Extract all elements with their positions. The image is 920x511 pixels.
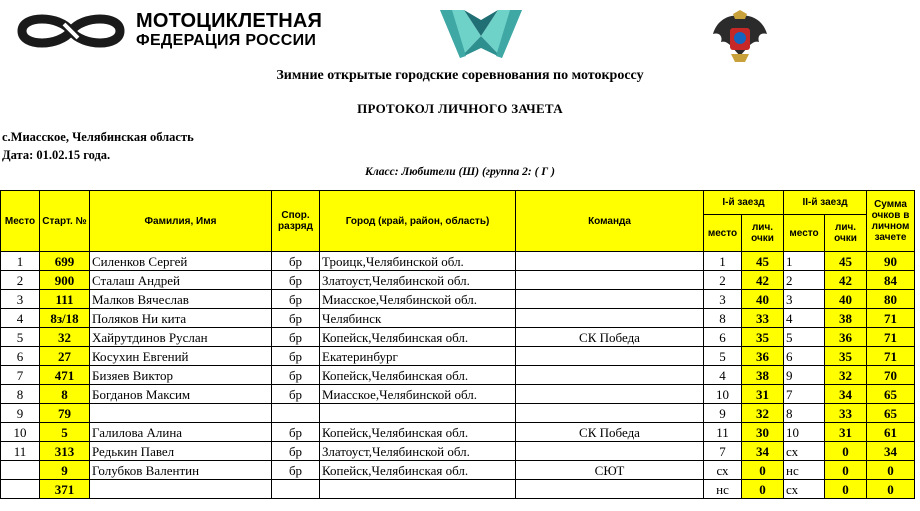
cell-rank: бр (272, 442, 320, 461)
table-row (1, 366, 915, 385)
col-place: Место (1, 191, 40, 252)
cell-name: Силенков Сергей (90, 252, 272, 271)
cell-heat1-points: 40 (742, 290, 784, 309)
cell-name: Бизяев Виктор (90, 366, 272, 385)
cell-total: 70 (867, 366, 915, 385)
cell-team (516, 347, 704, 366)
col-heat2-points: лич. очки (825, 215, 867, 252)
cell-heat2-points: 32 (825, 366, 867, 385)
cell-rank: бр (272, 347, 320, 366)
cell-place: 2 (1, 271, 40, 290)
cell-start-no: 32 (40, 328, 90, 347)
cell-heat1-points: 30 (742, 423, 784, 442)
cell-heat1-points: 32 (742, 404, 784, 423)
cell-heat2-place: 5 (784, 328, 825, 347)
cell-rank (272, 404, 320, 423)
competition-class: Класс: Любители (Ш) (группа 2: ( Г ) (365, 166, 555, 178)
cell-start-no: 8з/18 (40, 309, 90, 328)
cell-heat1-points: 36 (742, 347, 784, 366)
cell-name: Сталаш Андрей (90, 271, 272, 290)
cell-heat1-place: 5 (704, 347, 742, 366)
col-name: Фамилия, Имя (90, 191, 272, 252)
cell-heat2-place: 8 (784, 404, 825, 423)
cell-total: 90 (867, 252, 915, 271)
cell-heat1-points: 45 (742, 252, 784, 271)
mfr-logo (14, 10, 323, 52)
cell-place: 3 (1, 290, 40, 309)
cell-name: Голубков Валентин (90, 461, 272, 480)
cell-heat2-place: 10 (784, 423, 825, 442)
cell-place: 10 (1, 423, 40, 442)
col-team: Команда (516, 191, 704, 252)
cell-heat1-points: 35 (742, 328, 784, 347)
cell-name: Малков Вячеслав (90, 290, 272, 309)
cell-total: 0 (867, 480, 915, 499)
cell-heat1-place: сх (704, 461, 742, 480)
cell-heat2-points: 0 (825, 442, 867, 461)
cell-start-no: 8 (40, 385, 90, 404)
table-row (1, 347, 915, 366)
cell-heat1-place: 6 (704, 328, 742, 347)
cell-total: 61 (867, 423, 915, 442)
cell-heat1-points: 0 (742, 480, 784, 499)
results-body (1, 252, 915, 499)
cell-name: Богданов Максим (90, 385, 272, 404)
cell-total: 71 (867, 347, 915, 366)
cell-start-no: 79 (40, 404, 90, 423)
cell-heat1-place: нс (704, 480, 742, 499)
cell-place: 9 (1, 404, 40, 423)
table-row (1, 309, 915, 328)
cell-city: Златоуст,Челябинской обл. (320, 442, 516, 461)
cell-total: 71 (867, 328, 915, 347)
cell-heat2-points: 45 (825, 252, 867, 271)
table-row (1, 461, 915, 480)
cell-rank: бр (272, 423, 320, 442)
cell-city: Миасское,Челябинской обл. (320, 385, 516, 404)
cell-team (516, 404, 704, 423)
cell-team: СЮТ (516, 461, 704, 480)
cell-heat1-points: 42 (742, 271, 784, 290)
cell-rank: бр (272, 461, 320, 480)
cell-heat2-place: 7 (784, 385, 825, 404)
col-heat2: II-й заезд (784, 191, 867, 215)
org-name-line1: МОТОЦИКЛЕТНАЯ (136, 10, 323, 32)
col-heat1-place: место (704, 215, 742, 252)
cell-city: Екатеринбург (320, 347, 516, 366)
cell-city: Копейск,Челябинская обл. (320, 423, 516, 442)
cell-heat1-points: 38 (742, 366, 784, 385)
cell-name: Галилова Алина (90, 423, 272, 442)
cell-place: 7 (1, 366, 40, 385)
table-row (1, 480, 915, 499)
cell-heat2-place: 6 (784, 347, 825, 366)
cell-team (516, 309, 704, 328)
cell-heat2-points: 31 (825, 423, 867, 442)
cell-rank: бр (272, 309, 320, 328)
cell-city: Копейск,Челябинская обл. (320, 461, 516, 480)
cell-city (320, 404, 516, 423)
table-row (1, 423, 915, 442)
cell-place: 11 (1, 442, 40, 461)
cell-rank: бр (272, 290, 320, 309)
org-name-line2: ФЕДЕРАЦИЯ РОССИИ (136, 32, 317, 49)
cell-heat1-points: 33 (742, 309, 784, 328)
cell-rank: бр (272, 385, 320, 404)
cell-rank: бр (272, 252, 320, 271)
col-heat2-place: место (784, 215, 825, 252)
cell-rank: бр (272, 271, 320, 290)
cell-heat2-points: 36 (825, 328, 867, 347)
cell-start-no: 471 (40, 366, 90, 385)
cell-name (90, 480, 272, 499)
cell-start-no: 900 (40, 271, 90, 290)
cell-start-no: 27 (40, 347, 90, 366)
cell-heat2-place: сх (784, 480, 825, 499)
table-row (1, 252, 915, 271)
cell-total: 84 (867, 271, 915, 290)
cell-team (516, 252, 704, 271)
cell-heat1-place: 2 (704, 271, 742, 290)
cell-heat2-place: 9 (784, 366, 825, 385)
cell-total: 65 (867, 404, 915, 423)
cell-team (516, 271, 704, 290)
cell-place: 1 (1, 252, 40, 271)
cell-heat1-place: 1 (704, 252, 742, 271)
cell-team (516, 290, 704, 309)
cell-heat2-place: сх (784, 442, 825, 461)
cell-name: Редькин Павел (90, 442, 272, 461)
col-start-no: Старт. № (40, 191, 90, 252)
cell-team: СК Победа (516, 328, 704, 347)
cell-team (516, 366, 704, 385)
cell-heat1-place: 8 (704, 309, 742, 328)
cell-city: Троицк,Челябинской обл. (320, 252, 516, 271)
cell-place (1, 480, 40, 499)
cell-heat2-points: 0 (825, 461, 867, 480)
cell-name: Поляков Ни кита (90, 309, 272, 328)
cell-name: Косухин Евгений (90, 347, 272, 366)
cell-city: Копейск,Челябинская обл. (320, 366, 516, 385)
table-row (1, 290, 915, 309)
document-title: Зимние открытые городские соревнования по мотокроссу (276, 68, 644, 83)
cell-heat2-place: 3 (784, 290, 825, 309)
cell-heat2-points: 42 (825, 271, 867, 290)
cell-heat1-points: 0 (742, 461, 784, 480)
cell-city: Златоуст,Челябинской обл. (320, 271, 516, 290)
cell-start-no: 5 (40, 423, 90, 442)
cell-rank: бр (272, 328, 320, 347)
cell-name: Хайрутдинов Руслан (90, 328, 272, 347)
table-row (1, 385, 915, 404)
cell-heat2-points: 35 (825, 347, 867, 366)
cell-total: 34 (867, 442, 915, 461)
cell-total: 71 (867, 309, 915, 328)
cell-team (516, 385, 704, 404)
col-total: Сумма очков в личном зачете (867, 191, 915, 252)
col-heat1: I-й заезд (704, 191, 784, 215)
cell-start-no: 699 (40, 252, 90, 271)
cell-name (90, 404, 272, 423)
cell-heat2-points: 40 (825, 290, 867, 309)
table-row (1, 404, 915, 423)
eagle-emblem-icon (711, 10, 769, 64)
table-row (1, 271, 915, 290)
cell-place: 5 (1, 328, 40, 347)
cell-place: 4 (1, 309, 40, 328)
event-logo-icon (440, 10, 522, 58)
cell-heat2-points: 38 (825, 309, 867, 328)
cell-team (516, 442, 704, 461)
cell-total: 65 (867, 385, 915, 404)
document-subtitle: ПРОТОКОЛ ЛИЧНОГО ЗАЧЕТА (357, 101, 563, 116)
col-rank: Спор. разряд (272, 191, 320, 252)
cell-heat1-place: 4 (704, 366, 742, 385)
cell-start-no: 313 (40, 442, 90, 461)
cell-city: Челябинск (320, 309, 516, 328)
event-date: Дата: 01.02.15 года. (2, 148, 111, 162)
cell-heat2-place: 4 (784, 309, 825, 328)
cell-rank: бр (272, 366, 320, 385)
cell-start-no: 111 (40, 290, 90, 309)
cell-place (1, 461, 40, 480)
event-location: с.Миасское, Челябинская область (2, 130, 194, 144)
cell-team: СК Победа (516, 423, 704, 442)
cell-city (320, 480, 516, 499)
col-heat1-points: лич. очки (742, 215, 784, 252)
table-header-row (1, 191, 915, 215)
cell-heat2-place: 1 (784, 252, 825, 271)
mfr-text (136, 12, 322, 50)
results-table (0, 190, 915, 499)
cell-total: 0 (867, 461, 915, 480)
table-row (1, 328, 915, 347)
cell-heat1-place: 11 (704, 423, 742, 442)
cell-heat1-points: 31 (742, 385, 784, 404)
cell-start-no: 371 (40, 480, 90, 499)
cell-heat1-place: 7 (704, 442, 742, 461)
cell-rank (272, 480, 320, 499)
cell-total: 80 (867, 290, 915, 309)
cell-heat2-place: нс (784, 461, 825, 480)
cell-city: Миасское,Челябинской обл. (320, 290, 516, 309)
cell-heat1-points: 34 (742, 442, 784, 461)
cell-heat1-place: 9 (704, 404, 742, 423)
cell-heat2-points: 0 (825, 480, 867, 499)
cell-start-no: 9 (40, 461, 90, 480)
cell-heat2-points: 33 (825, 404, 867, 423)
table-row (1, 442, 915, 461)
cell-heat2-place: 2 (784, 271, 825, 290)
col-city: Город (край, район, область) (320, 191, 516, 252)
infinity-helmet-icon (14, 12, 128, 50)
cell-place: 8 (1, 385, 40, 404)
cell-city: Копейск,Челябинская обл. (320, 328, 516, 347)
cell-heat1-place: 10 (704, 385, 742, 404)
cell-place: 6 (1, 347, 40, 366)
cell-heat1-place: 3 (704, 290, 742, 309)
cell-heat2-points: 34 (825, 385, 867, 404)
cell-team (516, 480, 704, 499)
